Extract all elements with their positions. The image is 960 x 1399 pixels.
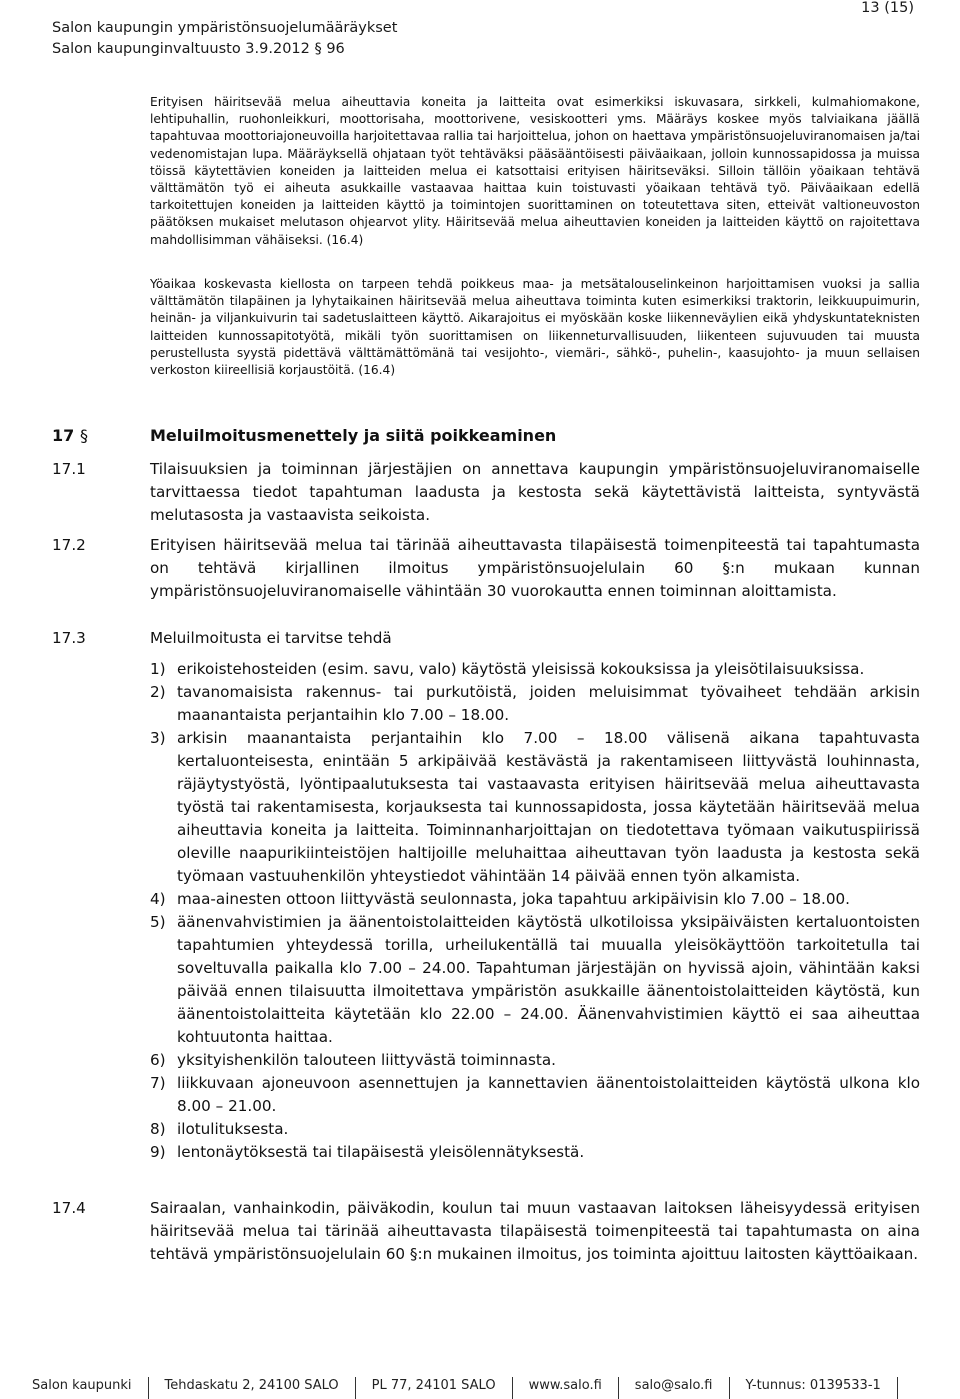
section-number: 17.4	[52, 1199, 86, 1217]
list-item: 3) arkisin maanantaista perjantaihin klo 7.00 – 18.00 välisenä aikana tapahtuvasta kertaluonteisesta, enintään 5 arkipäivää kestävästä ja rakentamiseen liittyvästä louhinnasta, räjäytystyöstä, lyöntipaalutuksesta tai vastaavasta erityisen häiritsevää melua aiheuttavasta työstä tai rakentamisesta, korjauksesta tai kunnossapidosta, jossa käytetään häiritsevää melua aiheuttavia koneita ja laitteita. Toiminnanharjoittajan on tiedotettava työmaan vaikutuspiirissä oleville naapurikiinteistöjen haltijoille meluhaittaa aiheuttavan työn laadusta ja kestosta sekä työmaan vastuuhenkilön yhteystiedot vähintään 14 päivää ennen työn alkamista.	[150, 729, 920, 885]
list-item: 2) tavanomaisista rakennus- tai purkutöistä, joiden meluisimmat työvaiheet tehdään arkisin maanantaista perjantaihin klo 7.00 – 18.00.	[150, 683, 920, 724]
exemption-list	[150, 658, 920, 1164]
section-text: Sairaalan, vanhainkodin, päiväkodin, koulun tai muun vastaavan laitoksen läheisyydessä erityisen häiritsevää melua tai tärinää aiheuttavasta tilapäisestä toimenpiteestä tai tapahtumasta on aina tehtävä ympäristönsuojelulain 60 §:n mukainen ilmoitus, jos toiminta ajoittuu laitosten käyttöaikaan.	[150, 1199, 920, 1263]
list-item: 5) äänenvahvistimien ja äänentoistolaitteiden käytöstä ulkotiloissa yksipäiväisten kertaluontoisten tapahtumien yhteydessä torilla, urheilukentällä tai muualla yleisökäyttöön tarkoitetulla tai soveltuvalla paikalla klo 7.00 – 24.00. Tapahtuman järjestäjän on hyvissä ajoin, vähintään kaksi päivää ennen tilaisuutta ilmoitettava ympäristön asukkaille äänentoistolaitteiden käytöstä, kun äänentoistolaitteita käytetään klo 22.00 – 24.00. Äänenvahvistimien käyttö ei saa aiheuttaa kohtuutonta haittaa.	[150, 913, 920, 1046]
header-title-line2: Salon kaupunginvaltuusto 3.9.2012 § 96	[52, 41, 345, 57]
document-header	[52, 18, 397, 60]
intro-paragraph-1: Erityisen häiritsevää melua aiheuttavia koneita ja laitteita ovat esimerkiksi iskuvasara, sirkkeli, kulmahiomakone, lehtipuhallin, ruohonleikkuri, moottorisaha, moottorivene, vesiskootteri yms. Määräys koskee myös talviaikana jäällä tapahtuvaa moottoriajoneuvoilla harjoitettavaa rallia tai harjoittelua, johon on haettava ympäristönsuojeluviranomaisen ja/tai vedenomistajan lupa. Määräyksellä ohjataan työt tehtäväksi pääsääntöisesti päiväaikaan, jolloin kunnossapidossa ja muissa töissä käytettävien koneiden ja laitteiden melua ei katsottaisi erityisen häiritseväksi. Silloin tällöin yöaikaan tehtävä välttämätön työ ei aiheuta asukkaille vastaavaa haittaa kuin toistuvasti yöaikaan tehtävä työ. Päiväaikaan edellä tarkoitettujen koneiden ja laitteiden käyttö ja toimintojen suorittaminen on toteutettava siten, etteivät valtioneuvoston päätöksen mukaiset melutason ohjearvot ylity. Häiritsevää melua aiheuttavien koneiden ja laitteiden käyttö on rajoitettava mahdollisimman vähäiseksi. (16.4)	[150, 95, 920, 247]
footer-email-link[interactable]: salo@salo.fi	[618, 1377, 729, 1399]
section-text: Erityisen häiritsevää melua tai tärinää aiheuttavasta tilapäisestä toimenpiteestä tai tapahtumasta on tehtävä kirjallinen ilmoitus ympäristönsuojelulain 60 §:n mukaan kunnan ympäristönsuojeluviranomaiselle vähintään 30 vuorokautta ennen toiminnan aloittamista.	[150, 536, 920, 600]
heading-number: 17	[52, 426, 75, 445]
section-number: 17.3	[52, 629, 86, 647]
header-title-line1: Salon kaupungin ympäristönsuojelumääräykset	[52, 20, 398, 36]
footer-address: Tehdaskatu 2, 24100 SALO	[148, 1377, 355, 1399]
section-17-2	[52, 534, 920, 603]
list-item: 9) lentonäytöksestä tai tilapäisestä yleisölennätyksestä.	[150, 1143, 585, 1161]
heading-title: Meluilmoitusmenettely ja siitä poikkeaminen	[150, 426, 557, 445]
list-item: 6) yksityishenkilön talouteen liittyvästä toiminnasta.	[150, 1051, 556, 1069]
section-number: 17.1	[52, 460, 86, 478]
footer-business-id: Y-tunnus: 0139533-1	[729, 1377, 898, 1399]
footer-org: Salon kaupunki	[32, 1378, 132, 1393]
section-text: Tilaisuuksien ja toiminnan järjestäjien on annettava kaupungin ympäristönsuojeluviranomaiselle tarvittaessa tiedot tapahtuman laadusta ja kestosta sekä käytettävistä laitteista, syntyvästä melutasosta ja vastaavista seikoista.	[150, 460, 920, 524]
document-footer	[0, 1377, 960, 1399]
section-17-1	[52, 458, 920, 527]
section-text: Meluilmoitusta ei tarvitse tehdä	[150, 629, 392, 647]
footer-pobox: PL 77, 24101 SALO	[355, 1377, 512, 1399]
intro-paragraph-2: Yöaikaa koskevasta kiellosta on tarpeen tehdä poikkeus maa- ja metsätalouselinkeinon harjoittamisen vuoksi ja sallia välttämätön tilapäinen ja lyhytaikainen häiritsevää melua aiheuttava toiminta kuten esimerkiksi traktorin, leikkuupuimurin, heinän- ja viljankuivurin tai sadetuslaitteen käyttö. Aikarajoitus ei myöskään koske liikenneväylien eikä yhdyskuntateknisten laitteiden kunnossapitotyötä, mikäli työn suorittamisen on liikenneturvallisuuden, liikenteen sujuvuuden tai muusta perustellusta syystä pidettävä välttämättömänä tai vesijohto-, viemäri-, sähkö-, puhelin-, kaasujohto- ja muun sellaisen verkoston kiireellisiä korjaustöitä. (16.4)	[150, 277, 920, 378]
section-heading	[52, 426, 912, 445]
list-item: 7) liikkuvaan ajoneuvoon asennettujen ja kannettavien äänentoistolaitteiden käytöstä ulkona klo 8.00 – 21.00.	[150, 1074, 920, 1115]
list-item: 1) erikoistehosteiden (esim. savu, valo) käytöstä yleisissä kokouksissa ja yleisötilaisuuksissa.	[150, 660, 865, 678]
section-number: 17.2	[52, 536, 86, 554]
list-item: 4) maa-ainesten ottoon liittyvästä seulonnasta, joka tapahtuu arkipäivisin klo 7.00 – 18.00.	[150, 890, 850, 908]
section-sign: §	[80, 426, 88, 445]
page-number: 13 (15)	[861, 0, 914, 16]
footer-web-link[interactable]: www.salo.fi	[512, 1377, 618, 1399]
section-17-4	[52, 1197, 920, 1266]
list-item: 8) ilotulituksesta.	[150, 1120, 289, 1138]
section-17-3	[52, 627, 920, 650]
